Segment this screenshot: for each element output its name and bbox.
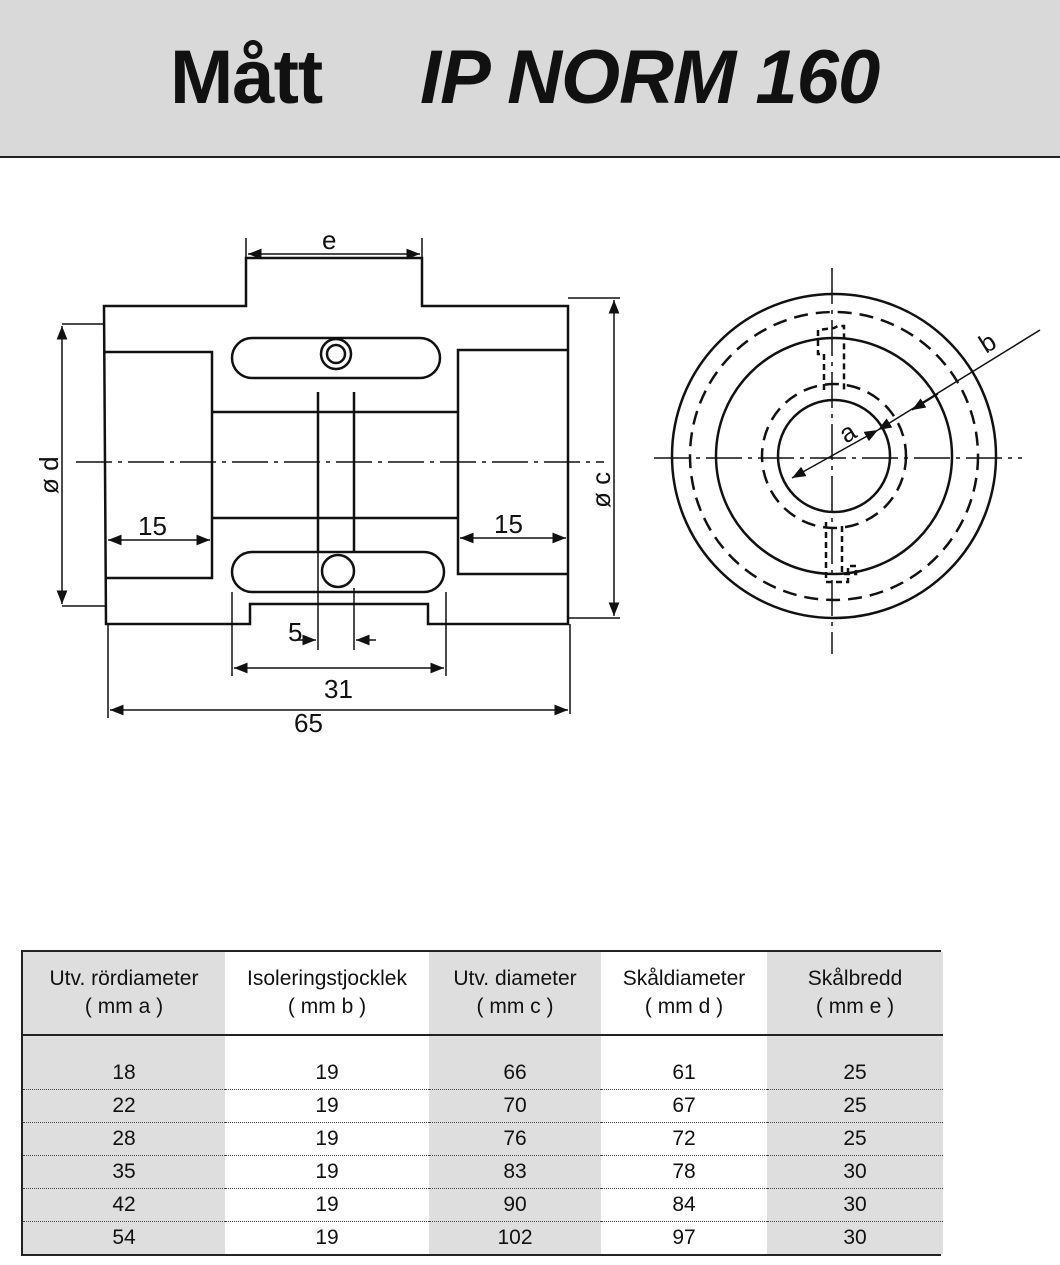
dim-label-b: b (973, 325, 1002, 360)
cell-e: 25 (767, 1123, 943, 1156)
cell-d: 97 (672, 1226, 696, 1249)
cell-d: 67 (601, 1090, 767, 1123)
dim-label-c: ø c (586, 471, 616, 508)
dim-label-d: ø d (34, 456, 64, 494)
col-header-d: Skåldiameter ( mm d ) (601, 952, 767, 1035)
table-row (23, 1035, 943, 1090)
cell-d: 61 (601, 1035, 767, 1090)
cell-a: 42 (23, 1189, 225, 1222)
table-row (23, 1189, 943, 1222)
cell-b: 19 (225, 1090, 429, 1123)
cell-c: 76 (429, 1123, 601, 1156)
top-pin (321, 339, 351, 369)
cell-b: 19 (225, 1156, 429, 1189)
cell-b: 19 (225, 1035, 429, 1090)
table-row (23, 1222, 943, 1255)
left-bore (104, 352, 212, 578)
cell-e: 25 (767, 1090, 943, 1123)
table-row (23, 1123, 943, 1156)
dim-label-left-15: 15 (138, 511, 167, 541)
bottom-pin (322, 555, 354, 587)
middle-circle (716, 338, 952, 574)
cell-c: 66 (429, 1035, 601, 1090)
dim-label-65: 65 (294, 708, 323, 738)
table-header-row (23, 952, 943, 1035)
dim-label-31: 31 (324, 674, 353, 704)
technical-drawing (0, 158, 1060, 948)
side-view (34, 225, 620, 738)
cell-c: 70 (429, 1090, 601, 1123)
cell-a: 54 (23, 1222, 225, 1255)
side-outline (104, 258, 568, 624)
table-row (23, 1156, 943, 1189)
cell-a: 18 (23, 1035, 225, 1090)
cell-a: 35 (23, 1156, 225, 1189)
cell-d: 78 (601, 1156, 767, 1189)
page-title: Mått (170, 35, 323, 120)
dim-label-5: 5 (288, 617, 303, 647)
dimensions-table (21, 950, 941, 1256)
table-row (23, 1090, 943, 1123)
dim-label-right-15: 15 (494, 509, 523, 539)
cell-e: 30 (767, 1189, 943, 1222)
product-name: IP NORM 160 (420, 35, 880, 120)
outer-circle (672, 294, 996, 618)
dashed-circle-inner (762, 384, 906, 528)
page-header (0, 0, 1060, 158)
cell-d: 84 (601, 1189, 767, 1222)
col-header-a: Utv. rördiameter ( mm a ) (23, 952, 225, 1035)
cell-a: 28 (23, 1123, 225, 1156)
cell-e: 30 (767, 1222, 943, 1255)
front-view (654, 268, 1040, 654)
dim-label-a: a (833, 415, 862, 450)
col-header-c: Utv. diameter ( mm c ) (429, 952, 601, 1035)
cell-b: 19 (225, 1123, 429, 1156)
cell-c: 83 (429, 1156, 601, 1189)
cell-e: 25 (767, 1035, 943, 1090)
dim-label-e: e (322, 225, 337, 255)
cell-e: 30 (767, 1156, 943, 1189)
dashed-circle-outer (690, 312, 978, 600)
col-header-b: Isoleringstjocklek ( mm b ) (225, 952, 429, 1035)
cell-c: 102 (429, 1222, 601, 1255)
bore-circle (778, 400, 890, 512)
cell-b: 19 (225, 1189, 429, 1222)
cell-b: 19 (315, 1226, 339, 1249)
cell-c: 90 (429, 1189, 601, 1222)
cell-d: 72 (601, 1123, 767, 1156)
col-header-e: Skålbredd ( mm e ) (767, 952, 943, 1035)
cell-a: 22 (23, 1090, 225, 1123)
